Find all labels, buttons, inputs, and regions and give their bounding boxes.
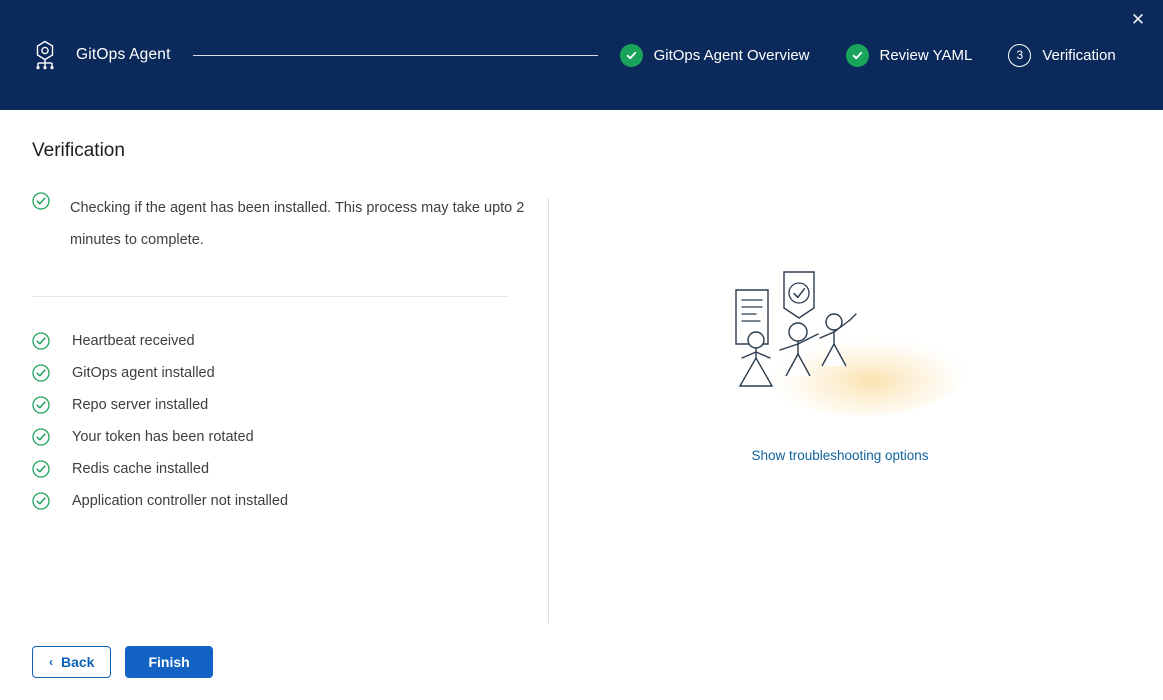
gitops-agent-logo-icon — [28, 38, 62, 72]
status-message-row — [32, 192, 538, 256]
check-circle-outline-icon — [32, 492, 50, 510]
show-troubleshooting-options-link[interactable]: Show troubleshooting options — [751, 448, 929, 463]
check-item-label: Heartbeat received — [72, 333, 195, 349]
brand — [28, 38, 171, 72]
check-circle-icon — [846, 44, 869, 67]
wizard-header — [0, 0, 1163, 110]
check-item-label: Your token has been rotated — [72, 429, 254, 445]
page-title: Verification — [32, 140, 125, 161]
step-label: GitOps Agent Overview — [653, 46, 810, 64]
close-icon[interactable] — [1125, 6, 1151, 32]
step-number-badge: 3 — [1008, 44, 1031, 67]
check-list — [32, 325, 538, 517]
step-verification[interactable] — [1008, 44, 1115, 67]
check-circle-outline-icon — [32, 192, 50, 210]
check-item-label: GitOps agent installed — [72, 365, 215, 381]
check-item-label: Redis cache installed — [72, 461, 210, 477]
brand-title: GitOps Agent — [76, 46, 171, 63]
wizard-body — [0, 140, 1163, 622]
verification-panel — [32, 192, 548, 622]
step-label: Verification — [1042, 46, 1116, 64]
finish-button-label: Finish — [148, 654, 190, 670]
check-circle-outline-icon — [32, 396, 50, 414]
finish-button[interactable] — [125, 646, 212, 678]
check-item-label: Repo server installed — [72, 397, 209, 413]
close-glyph: ✕ — [1130, 9, 1146, 29]
check-circle-icon — [620, 44, 643, 67]
step-review-yaml[interactable] — [846, 44, 973, 67]
check-circle-outline-icon — [32, 460, 50, 478]
wizard-footer — [32, 646, 213, 678]
section-divider — [32, 296, 508, 297]
list-item — [32, 357, 538, 389]
wizard-steps — [193, 44, 1135, 67]
list-item — [32, 389, 538, 421]
list-item — [32, 453, 538, 485]
illustration-panel — [549, 192, 1131, 622]
list-item — [32, 325, 538, 357]
check-circle-outline-icon — [32, 364, 50, 382]
list-item — [32, 421, 538, 453]
check-circle-outline-icon — [32, 332, 50, 350]
content-columns — [32, 192, 1131, 622]
check-item-label: Application controller not installed — [72, 493, 289, 509]
step-connector-line — [193, 55, 598, 56]
step-gitops-agent-overview[interactable] — [620, 44, 810, 67]
back-button-label: Back — [61, 654, 95, 670]
list-item — [32, 485, 538, 517]
back-button[interactable] — [32, 646, 111, 678]
check-circle-outline-icon — [32, 428, 50, 446]
status-message: Checking if the agent has been installed. This process may take upto 2 minutes to complete. — [70, 200, 525, 248]
step-label: Review YAML — [879, 46, 973, 64]
chevron-left-icon: ‹ — [49, 655, 53, 669]
illustration-wrap — [630, 262, 1050, 465]
verification-illustration-icon — [630, 262, 1050, 432]
